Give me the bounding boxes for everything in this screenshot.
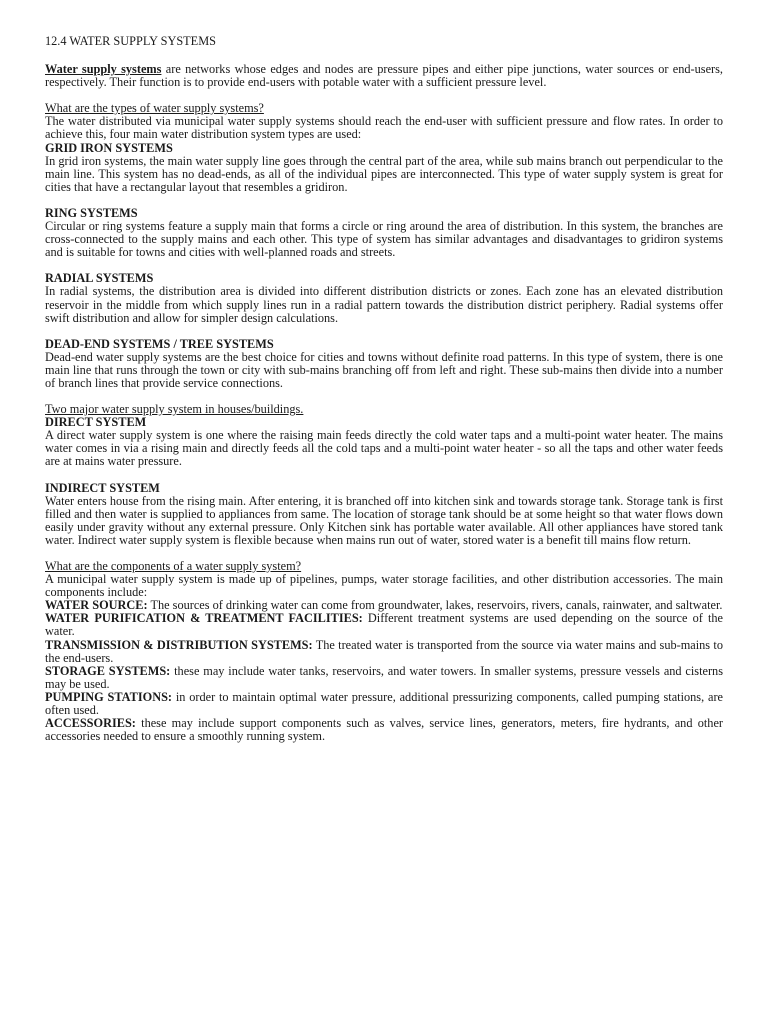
section-heading-grid-iron: GRID IRON SYSTEMS [45, 140, 173, 155]
page-title: 12.4 WATER SUPPLY SYSTEMS [45, 34, 216, 48]
document-page [45, 35, 723, 743]
component-item [45, 717, 723, 743]
components-lead: A municipal water supply system is made up of pipelines, pumps, water storage facilities, and other distribution accessories. The main components include: [45, 572, 723, 600]
houses-question: Two major water supply system in houses/buildings. [45, 402, 304, 417]
components-question: What are the components of a water supply system? [45, 559, 302, 573]
section-heading-ring: RING SYSTEMS [45, 205, 138, 220]
component-label: PUMPING STATIONS: [45, 689, 173, 704]
section-heading-direct: DIRECT SYSTEM [45, 415, 147, 430]
section-text-dead-end: Dead-end water supply systems are the best choice for cities and towns without definite road patterns. In this type of system, there is one main line that runs through the town or city with sub-mains branching off from left and right. These sub-mains then divide into a number of branch lines that provide service connections. [45, 349, 723, 390]
component-label: WATER PURIFICATION & TREATMENT FACILITIES: [45, 611, 363, 626]
types-question: What are the types of water supply systems? [45, 101, 264, 116]
intro-term: Water supply systems [45, 62, 162, 77]
component-label: TRANSMISSION & DISTRIBUTION SYSTEMS: [45, 637, 313, 652]
section-text-ring: Circular or ring systems feature a supply main that forms a circle or ring around the area of distribution. In this system, the branches are cross-connected to the supply mains and each other. This type of system has similar advantages and disadvantages to gridiron systems and is suitable for towns and cities with well-planned roads and streets. [45, 219, 723, 260]
intro-paragraph [45, 63, 723, 89]
component-label: ACCESSORIES: [45, 716, 136, 731]
section-heading-dead-end: DEAD-END SYSTEMS / TREE SYSTEMS [45, 336, 274, 351]
component-item [45, 665, 723, 691]
types-lead: The water distributed via municipal water supply systems should reach the end-user with sufficient pressure and flow rates. In order to achieve this, four main water distribution system types are used: [45, 114, 723, 142]
component-text: The sources of drinking water can come from groundwater, lakes, reservoirs, rivers, canals, rainwater, and saltwater. [147, 598, 723, 613]
component-text: The treated water is transported from the source via water mains and sub-mains to the end-users. [45, 637, 723, 665]
component-label: STORAGE SYSTEMS: [45, 663, 171, 678]
component-item [45, 612, 723, 638]
component-text: in order to maintain optimal water pressure, additional pressurizing components, called pumping stations, are often used. [45, 689, 723, 718]
component-text: these may include water tanks, reservoirs, and water towers. In smaller systems, pressure vessels and cisterns may be used. [45, 663, 723, 691]
section-text-grid-iron: In grid iron systems, the main water supply line goes through the central part of the area, while sub mains branch out perpendicular to the main line. This system has no dead-ends, as all of the individual pipes are interconnected. This type of water supply system is great for cities that have a rectangular layout that resembles a gridiron. [45, 153, 723, 194]
component-item [45, 691, 723, 717]
component-item [45, 639, 723, 665]
section-text-indirect: Water enters house from the rising main. After entering, it is branched off into kitchen sink and towards storage tank. Storage tank is first filled and then water is supplied to appliances from same. The location of storage tank should be at some height so that water flows down easily under gravity without any external pressure. Only Kitchen sink has portable water available. All other appliances have stored tank water. Indirect water supply system is flexible because when mains run out of water, stored water is a benefit till mains flow return. [45, 493, 723, 547]
section-text-radial: In radial systems, the distribution area is divided into different distribution districts or zones. Each zone has an elevated distribution reservoir in the middle from which supply lines run in a radial pattern towards the distribution district periphery. Radial systems offer swift distribution and allow for simpler design calculations. [45, 284, 723, 325]
section-text-direct: A direct water supply system is one where the raising main feeds directly the cold water taps and a multi-point water heater. The mains water comes in via a rising main and directly feeds all the cold taps and a multi-point water heater - so all the taps and other water feeds are at mains water pressure. [45, 428, 723, 469]
section-heading-radial: RADIAL SYSTEMS [45, 271, 154, 286]
component-label: WATER SOURCE: [45, 598, 148, 613]
component-text: Different treatment systems are used depending on the source of the water. [45, 611, 723, 639]
intro-text: are networks whose edges and nodes are pressure pipes and either pipe junctions, water sources or end-users, respectively. Their function is to provide end-users with potable water with a sufficient pressure level. [45, 62, 723, 90]
section-heading-indirect: INDIRECT SYSTEM [45, 480, 160, 495]
component-text: these may include support components such as valves, service lines, generators, meters, fire hydrants, and other accessories needed to ensure a smoothly running system. [45, 716, 723, 744]
